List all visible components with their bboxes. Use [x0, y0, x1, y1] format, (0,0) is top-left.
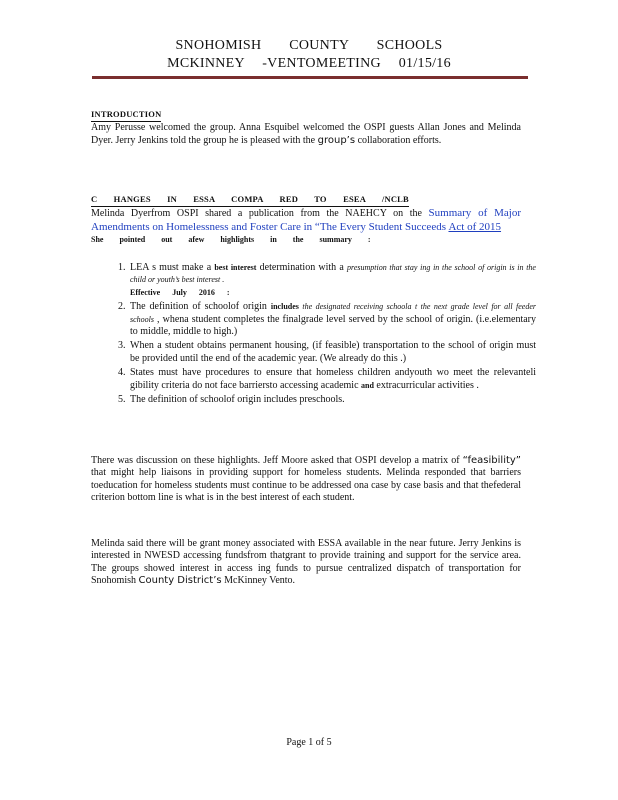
highlights-list — [112, 262, 536, 408]
document-title: SNOHOMISH COUNTY SCHOOLS — [175, 38, 443, 53]
introduction-paragraph: Amy Perusse welcomed the group. Anna Esquibel welcomed the OSPI guests Allan Jones and Melinda Dyer. Jerry Jenkins told the group he is pleased with the group’s collaboration efforts. — [91, 122, 521, 146]
list-item: 4. States must have procedures to ensure that homeless children andyouth wo meet the relevanteli gibility criteria do not face barriersto accessing academic and extracurricular activities . — [128, 367, 536, 392]
list-item: 3. When a student obtains permanent housing, (if feasible) transportation to the school of origin must be provided until the end of the academic year. (We already do this .) — [128, 340, 536, 365]
list-item: 1. LEA s must make a best interest determination with a presumption that stay ing in the school of origin is in the child or youth’s best interest . Effective July 2016 : — [128, 262, 536, 299]
effective-date: Effective July 2016 : — [130, 287, 230, 297]
county-district-word: County District’s — [138, 575, 222, 587]
pointed-out-line: She pointed out afew highlights in the summary : — [91, 235, 371, 245]
act-link[interactable]: Act of 2015 — [448, 220, 502, 233]
header-rule — [92, 76, 528, 79]
introduction-heading: INTRODUCTION — [91, 108, 161, 122]
summary-link[interactable]: Summary of Major Amendments on Homelessness and Foster Care in “The Every Student Succeeds — [91, 207, 521, 233]
changes-paragraph: Melinda Dyerfrom OSPI shared a publication from the NAEHCY on the Summary of Major Amendments on Homelessness and Foster Care in “The Every Student Succeeds Act of 2015 — [91, 207, 521, 233]
list-item: 2. The definition of schoolof origin includes the designated receiving schoola t the next grade level for all feeder schools , whena student completes the finalgrade level served by the school of origin. (i.e.elementary to middle, middle to high.) — [128, 301, 536, 338]
meeting-title: MCKINNEY -VENTOMEETING 01/15/16 — [167, 56, 451, 71]
changes-section — [91, 193, 521, 247]
grant-paragraph: Melinda said there will be grant money associated with ESSA available in the near future. Jerry Jenkins is interested in NWESD accessing fundsfrom thatgrant to provide training and support for the service area. The groups showed interest in access ing funds to pursue centralized dispatch of transportation for Snohomish County District’s McKinney Vento. — [91, 538, 521, 587]
changes-heading: C HANGES IN ESSA COMPA RED TO ESEA /NCLB — [91, 193, 409, 207]
discussion-paragraph: There was discussion on these highlights. Jeff Moore asked that OSPI develop a matrix of “feasibility” that might help liaisons in providing support for homeless students. Melinda responded that barriers toeducation for homeless students must continue to be addressed ona case by case basis and that thefederal criterion bottom line is what is in the best interest of each student. — [91, 455, 521, 504]
page-number: Page 1 of 5 — [286, 737, 332, 748]
feasibility-word: “feasibility” — [462, 455, 521, 466]
introduction-section — [91, 108, 521, 147]
group-word: group’s — [317, 134, 356, 146]
list-item: 5. The definition of schoolof origin includes preschools. — [128, 394, 536, 406]
